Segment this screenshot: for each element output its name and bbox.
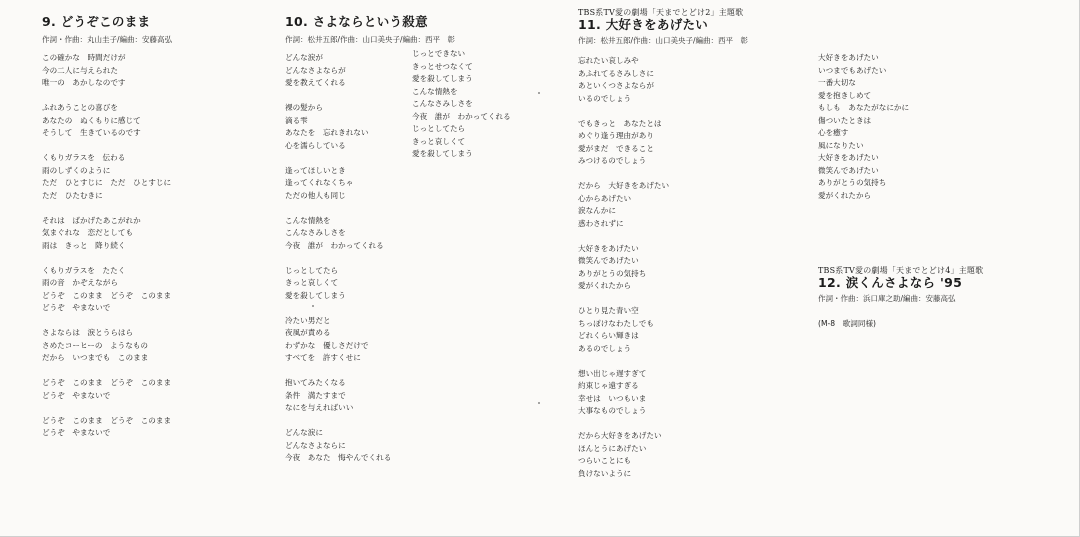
lyric-line: いつまでもあげたい <box>818 65 887 75</box>
lyric-line: なにを与えればいい <box>285 403 354 412</box>
song-title: 11. 大好きをあげたい <box>578 17 709 32</box>
lyric-line: ただ ひとすじに ただ ひとすじに <box>42 178 172 187</box>
lyric-line: 微笑んであげたい <box>818 165 879 175</box>
song-12 <box>818 266 983 330</box>
lyric-line: 今夜 あなた 悔やんでくれる <box>285 453 392 462</box>
lyric-line: くもりガラスを 伝わる <box>42 153 126 162</box>
lyric-line: あといくつさよならが <box>578 81 654 90</box>
stanza-gap <box>42 140 172 153</box>
lyric-line: 幸せは いつもいま <box>578 393 647 403</box>
lyric-line: あなたの ぬくもりに感じて <box>42 115 141 125</box>
tie-in-caption: TBS系TV愛の劇場「天までとどけ4」主題歌 <box>818 266 984 275</box>
lyric-line: いるのでしょう <box>578 93 632 103</box>
stanza-gap <box>578 230 748 243</box>
lyric-line: 雨の音 かぞえながら <box>42 278 118 287</box>
lyrics-note: (M-8 歌詞同様) <box>818 319 877 328</box>
song-credit: 作詞・作曲：浜口庫之助/編曲：安藤高弘 <box>818 294 956 303</box>
song-title: 12. 涙くんさよなら '95 <box>818 275 963 290</box>
stanza-gap <box>578 355 748 368</box>
lyric-line: だから大好きをあげたい <box>578 431 662 440</box>
lyric-line: すべてを 許すくせに <box>285 353 361 362</box>
lyric-line: 心を癒す <box>818 128 849 137</box>
lyric-line: 大好きをあげたい <box>818 53 879 62</box>
lyric-line: 心を濡らしている <box>285 140 346 150</box>
stanza-gap <box>578 418 748 431</box>
lyric-line: きっと哀しくて <box>285 278 339 287</box>
stanza-gap <box>42 365 172 378</box>
lyric-line: どんなさよならに <box>285 440 346 450</box>
lyric-line: 大好きをあげたい <box>818 153 879 162</box>
lyric-line: 約束じゃ遠すぎる <box>578 381 639 390</box>
lyric-line: 愛を殺してしまう <box>412 149 473 158</box>
lyric-line: 今夜 誰が わかってくれる <box>285 240 384 250</box>
scan-speck <box>538 92 540 94</box>
lyric-line: きっと哀しくて <box>412 136 466 146</box>
lyrics-block <box>578 55 748 480</box>
lyric-line: ひとり見た青い空 <box>578 306 639 315</box>
lyric-line: 一番大切な <box>818 78 856 87</box>
lyric-line: それは ばかげたあこがれか <box>42 215 141 225</box>
lyric-line: 風になりたい <box>818 140 864 150</box>
lyric-line: 愛を殺してしまう <box>285 290 346 300</box>
lyric-line: 大事なものでしょう <box>578 406 647 415</box>
lyric-line: 負けないように <box>578 468 632 478</box>
stanza-gap <box>42 402 172 415</box>
lyric-line: つらいことにも <box>578 456 632 465</box>
lyric-line: どうぞ このまま どうぞ このまま <box>42 290 172 300</box>
stanza-gap <box>285 365 455 378</box>
lyric-line: ちっぽけなわたしでも <box>578 318 654 328</box>
lyrics-block <box>42 52 172 440</box>
lyric-line: だから いつまでも このまま <box>42 353 149 362</box>
lyric-line: 裸の髪から <box>285 103 323 112</box>
lyric-line: 微笑んであげたい <box>578 256 639 265</box>
song-title: 10. さよならという殺意 <box>285 14 428 29</box>
song-credit: 作詞・作曲：丸山圭子/編曲：安藤高弘 <box>42 35 173 44</box>
lyric-line: 傷ついたときは <box>818 115 872 125</box>
stanza-gap <box>285 252 455 265</box>
song-9 <box>42 15 172 440</box>
lyric-line: 大好きをあげたい <box>578 243 639 253</box>
lyric-line: 気まぐれな 恋だとしても <box>42 228 134 237</box>
lyrics-block-column-2 <box>818 52 909 202</box>
lyric-line: 逢ってほしいとき <box>285 165 346 175</box>
song-11 <box>578 8 748 480</box>
lyric-line: さよならは 涙とうらはら <box>42 328 134 337</box>
lyric-line: どうぞ このまま どうぞ このまま <box>42 378 172 387</box>
lyric-line: あなたを 忘れきれない <box>285 128 369 137</box>
lyric-line: ほんとうにあげたい <box>578 443 647 453</box>
lyric-line: きっとせつなくて <box>412 61 473 71</box>
stanza-gap <box>285 415 455 428</box>
lyric-line: こんな情熱を <box>412 86 458 96</box>
stanza-gap <box>578 105 748 118</box>
lyric-line: どうぞ やまないで <box>42 390 111 400</box>
scan-speck <box>538 402 540 404</box>
lyric-line: 愛を抱きしめて <box>818 90 872 100</box>
lyric-line: 愛がくれたから <box>818 190 872 200</box>
stanza-gap <box>285 302 455 315</box>
stanza-gap <box>42 90 172 103</box>
song-credit: 作詞：松井五郎/作曲：山口美央子/編曲：西平 彰 <box>578 36 749 45</box>
lyric-line: だから 大好きをあげたい <box>578 181 670 190</box>
lyric-line: みつけるのでしょう <box>578 156 647 165</box>
song-credit: 作詞：松井五郎/作曲：山口美央子/編曲：西平 彰 <box>285 35 456 44</box>
lyric-line: あるのでしょう <box>578 343 632 353</box>
lyric-line: 今の二人に与えられた <box>42 65 118 75</box>
lyric-line: 涙なんかに <box>578 206 616 215</box>
lyric-line: あふれてるさみしさに <box>578 68 654 78</box>
lyric-line: こんな情熱を <box>285 215 331 225</box>
stanza-gap <box>578 168 748 181</box>
lyric-line: どんな涙に <box>285 428 323 437</box>
lyric-line: さめたコーヒーの ようなもの <box>42 340 149 350</box>
lyric-line: 今夜 誰が わかってくれる <box>412 111 511 121</box>
lyric-line: どれくらい輝きは <box>578 331 639 340</box>
lyric-line: 条件 満たすまで <box>285 390 346 400</box>
lyric-line: どうぞ このまま どうぞ このまま <box>42 415 172 425</box>
lyric-line: 心からあげたい <box>578 193 632 203</box>
lyric-line: 愛がくれたから <box>578 281 632 290</box>
stanza-gap <box>42 202 172 215</box>
lyric-line: ありがとうの気持ち <box>818 178 887 187</box>
lyric-line: 雨のしずくのように <box>42 165 111 175</box>
stanza-gap <box>42 252 172 265</box>
lyric-line: 唯一の あかしなのです <box>42 78 126 87</box>
tie-in-caption: TBS系TV愛の劇場「天までとどけ2」主題歌 <box>578 8 744 17</box>
lyric-line: ふれあうことの喜びを <box>42 103 118 112</box>
stanza-gap <box>285 202 455 215</box>
lyric-line: わずかな 優しさだけで <box>285 340 369 350</box>
lyric-line: 夜風が責める <box>285 328 331 337</box>
scan-speck <box>312 305 314 307</box>
lyric-line: どうぞ やまないで <box>42 303 111 312</box>
lyric-line: 抱いてみたくなる <box>285 378 346 387</box>
lyric-line: どんなさよならが <box>285 65 346 75</box>
lyrics-block-column-2 <box>412 48 511 161</box>
lyric-line: 滴る雫 <box>285 115 308 125</box>
lyric-line: こんなさみしさを <box>412 99 473 108</box>
lyric-line: どうぞ やまないで <box>42 428 111 437</box>
lyric-line: じっとしてたら <box>285 265 339 275</box>
lyric-line: じっとしてたら <box>412 124 466 133</box>
song-title: 9. どうぞこのまま <box>42 14 151 29</box>
lyric-line: 逢ってくれなくちゃ <box>285 178 354 187</box>
stanza-gap <box>578 293 748 306</box>
lyric-line: ありがとうの気持ち <box>578 268 647 278</box>
lyric-line: 愛を殺してしまう <box>412 74 473 83</box>
lyric-line: じっとできない <box>412 49 466 58</box>
lyric-line: 想い出じゃ遅すぎて <box>578 368 647 378</box>
lyric-line: めぐり逢う理由があり <box>578 131 654 140</box>
lyric-line: 忘れたい哀しみや <box>578 56 639 65</box>
lyric-line: どんな涙が <box>285 53 323 62</box>
lyric-line: 雨は きっと 降り続く <box>42 240 126 250</box>
lyric-line: 愛がまだ できること <box>578 143 654 153</box>
lyric-line: 惑わされずに <box>578 218 624 228</box>
lyric-line: 愛を教えてくれる <box>285 78 346 87</box>
lyric-line: そうして 生きているのです <box>42 128 141 137</box>
lyric-line: もしも あなたがなにかに <box>818 103 910 112</box>
lyric-line: 冷たい男だと <box>285 315 331 325</box>
lyric-line: ただの他人も同じ <box>285 190 346 200</box>
lyric-line: くもりガラスを たたく <box>42 265 126 275</box>
lyric-line: ただ ひたむきに <box>42 190 103 200</box>
lyric-line: この確かな 時間だけが <box>42 53 126 62</box>
lyric-line: でもきっと あなたとは <box>578 118 662 128</box>
lyric-line: こんなさみしさを <box>285 228 346 237</box>
stanza-gap <box>42 315 172 328</box>
